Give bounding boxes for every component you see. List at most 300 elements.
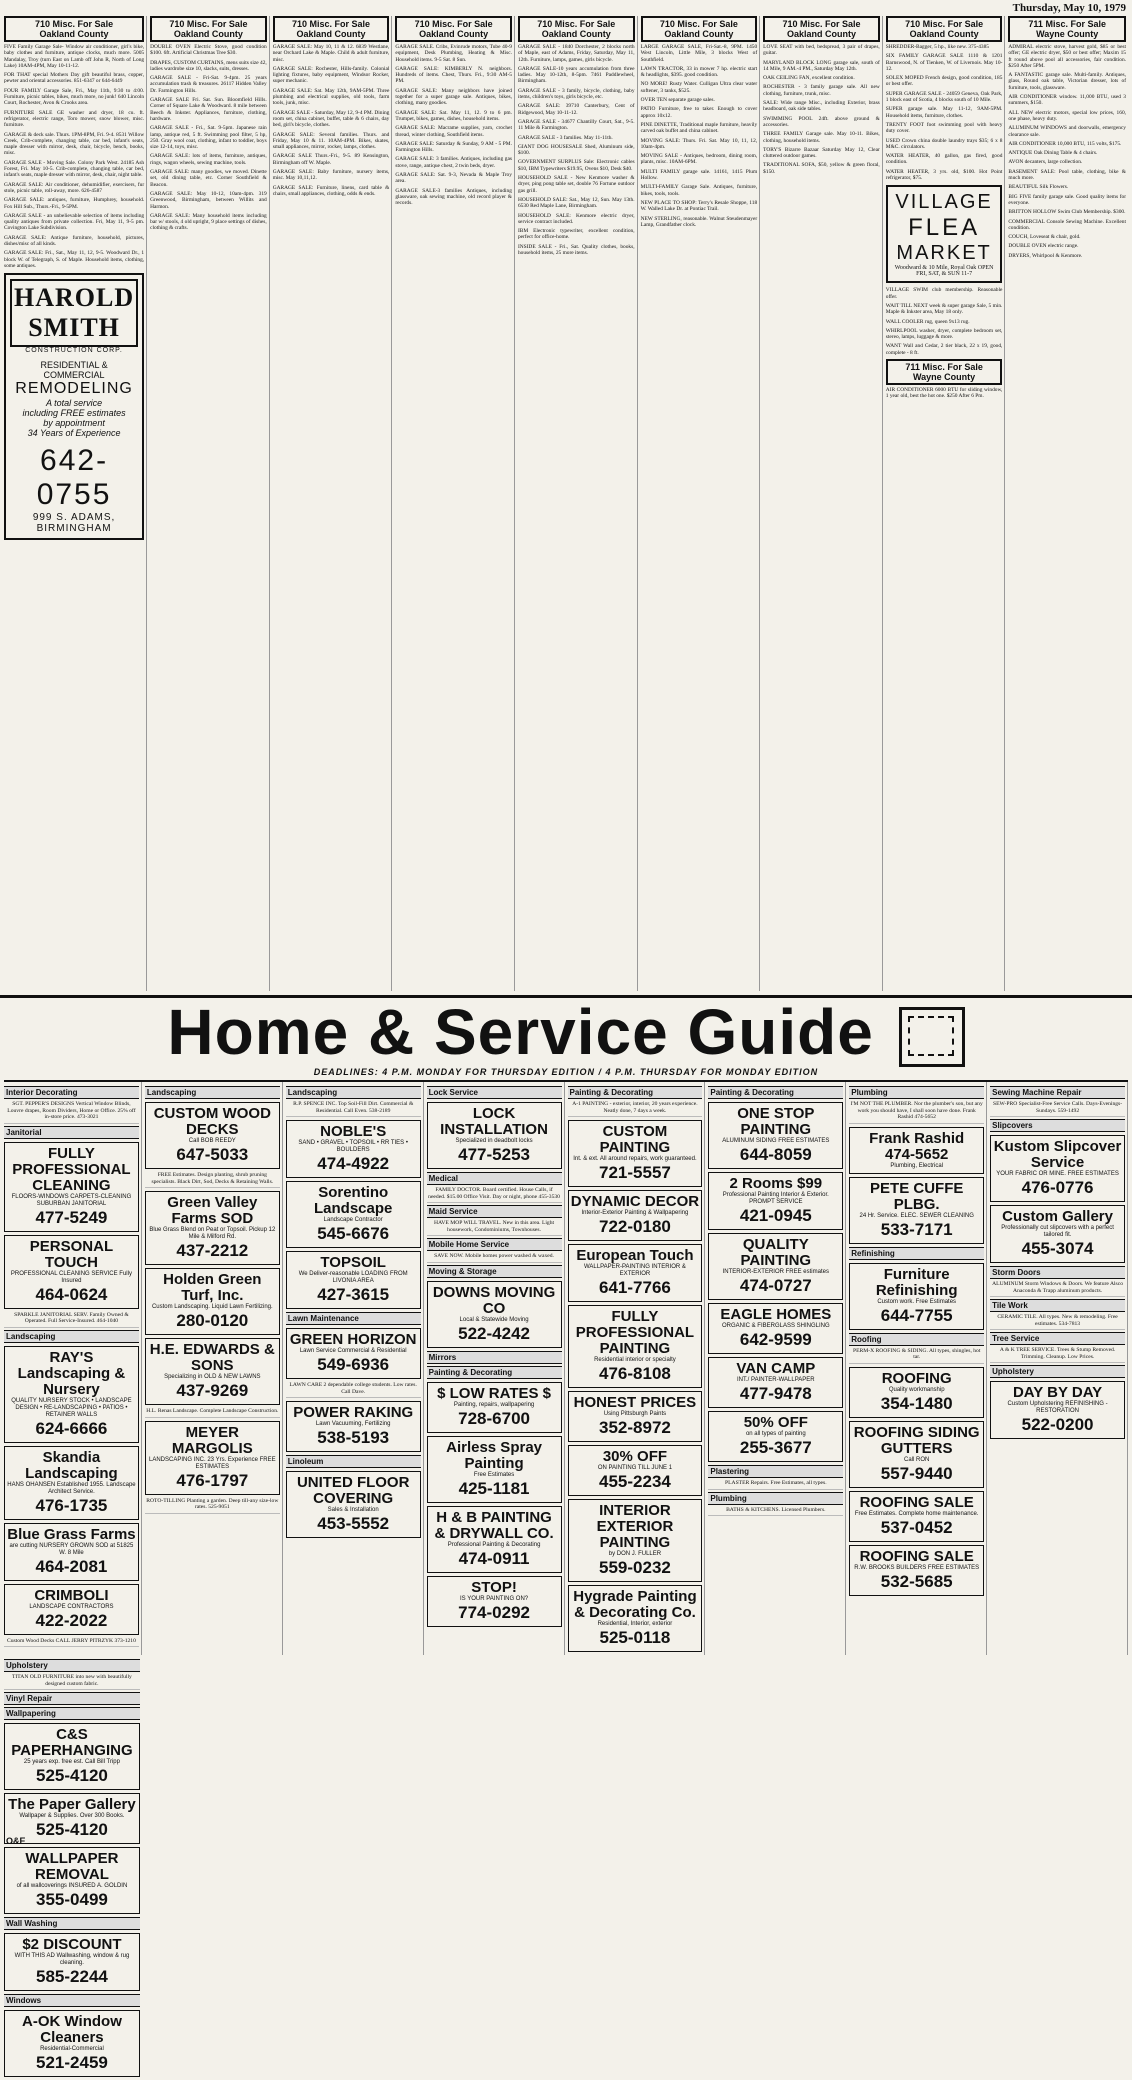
display-ad-title: ONE STOP PAINTING [737,1105,815,1138]
display-ad [4,1847,140,1914]
guide-column [4,1082,142,1655]
display-ad-phone: 538-5193 [317,1428,390,1447]
display-ad-phone: 453-5552 [317,1514,390,1533]
classified-ad: AVON decanters, large collection. [1008,159,1083,166]
display-ad-title: FULLY PROFESSIONAL CLEANING [12,1144,131,1194]
classified-ad: GARAGE SALE: KIMBERLY N. neighbors. Hundreds of items. Chest, Thurs. Fri., 9:30 AM-5 PM. [395,65,512,85]
display-ad-title: Green Valley Farms SOD [167,1194,258,1227]
display-ad-phone: 427-3615 [317,1285,390,1304]
classified-ad: GARAGE SALE: 3 families. Antiques, including gas stove, range, antique chest, 2 twin beds, dryer. [395,156,512,169]
classified-ad: GARAGE SALE - 3 families. May 11-11th. [517,134,613,141]
classified-column [886,16,1006,991]
display-ad-phone: 355-0499 [36,1890,108,1909]
classified-ad: GARAGE SALE: Macrame supplies, yarn, crochet thread, winter clothing, Southfield items. [395,125,512,138]
category-heading: Janitorial [4,1126,139,1139]
service-ad: BATHS & KITCHENS. Licensed Plumbers. [708,1507,843,1517]
column-heading: 710 Misc. For Sale Oakland County [763,16,880,42]
service-ad: SGT. PEPPER'S DESIGNS Vertical Window Blinds, Louvre drapes, Room Dividers, Home or Office. 25% off in-store price. 473-3021 [4,1101,139,1124]
display-ad-title: RAY'S Landscaping & Nursery [17,1348,126,1398]
display-ad-title: PERSONAL TOUCH [29,1237,114,1271]
harold-smith-address: 999 S. ADAMS, BIRMINGHAM [32,512,116,535]
classified-ad: GARAGE SALE: Antique furniture, household, pictures, dishes/misc of all kinds. [4,234,145,248]
classified-ad: AIR CONDITIONER 10,000 BTU, 115 volts, $175. [1008,140,1122,147]
harold-smith-line: including FREE estimates [22,408,126,419]
classified-section [4,16,1128,991]
display-ad [4,1933,140,1991]
display-ad-title: ROOFING SALE [859,1493,974,1511]
display-ad-phone: 476-1735 [35,1495,108,1515]
display-ad-phone: 354-1480 [880,1393,953,1413]
classified-ad: GARAGE SALE: May 10, 11 & 12. 6839 Westlane, near Orchard Lake & Maple. Child & adult furniture, misc. [272,44,390,63]
classified-ad: GARAGE SALE - 1840 Dorchester, 2 blocks north of Maple, east of Adams, Friday, Saturday, May 11, 12th. Furniture, lamps, games, girls bicycle. [517,44,635,63]
harold-smith-line: RESIDENTIAL & COMMERCIAL [40,360,108,381]
classified-ad: BIG FIVE family garage sale. Good quality items for everyone. [1008,193,1126,206]
display-ad [286,1120,421,1178]
tools-icon [899,1007,965,1067]
classified-ad: FIVE Family Garage Sale- Window air conditioner, girl's bike, baby clothes and furniture, antique clocks, much more. 5005 Mandalay, Troy (turn East on Lamb off John R, North of Long Lake) 10AM-4PM, May 10-11-12. [4,44,145,69]
category-heading: Lawn Maintenance [286,1312,421,1325]
display-ad-title: ROOFING SIDING GUTTERS [853,1423,980,1457]
display-ad-phone: 722-0180 [599,1217,671,1236]
harold-smith-phone: 642-0755 [36,444,112,512]
classified-ad: HOUSEHOLD SALE - New Kenmore washer & dryer, ping pong table set, double 76 Fortune outdoor gas grill. [517,175,635,194]
display-ad-phone: 476-1797 [176,1470,249,1490]
guide-column [708,1082,846,1655]
display-ad-text: R.W. BROOKS BUILDERS FREE ESTIMATES [854,1564,980,1571]
display-ad-text: Wallpaper & Supplies. Over 300 Books. [19,1813,125,1819]
display-ad-phone: 455-3074 [1021,1239,1094,1258]
classified-ad: GARAGE SALE - an unbelievable selection of items including quality antiques from private collection. Fri, May 11, 9-5 pm. Covington Lake Subdivision. [4,212,145,232]
display-ad-title: STOP! [471,1578,517,1596]
flea-market-address: Woodward & 10 Mile, Royal Oak OPEN FRI, SAT, & SUN 11-7 [894,265,994,278]
display-ad [286,1328,421,1379]
display-ad-text: 24 Hr. Service. ELEC. SEWER CLEANING [859,1212,974,1219]
display-ad [427,1576,562,1627]
classified-ad: GIANT DOG HOUSESALE Shed, Aluminum side, $100. [517,143,635,157]
display-ad-text: Quality workmanship [888,1386,945,1393]
display-ad [568,1190,703,1241]
display-ad-text: SAND • GRAVEL • TOPSOIL • RR TIES • BOULDERS [298,1140,408,1153]
display-ad-title: 30% OFF [602,1448,668,1465]
classified-ad: GARAGE SALE: Sat. May 11, 12. 9 to 6 pm. Trumpet, bikes, games, dishes, household items. [395,109,512,122]
banner-deadline: DEADLINES: 4 P.M. MONDAY FOR THURSDAY EDITION / 4 P.M. THURSDAY FOR MONDAY EDITION [313,1067,819,1078]
display-ad-phone: 437-2212 [176,1241,249,1260]
display-ad-title: $ LOW RATES $ [437,1384,552,1402]
flea-market-line: MARKET [896,242,992,265]
display-ad-phone: 647-5033 [176,1145,249,1164]
harold-smith-headline: REMODELING [15,380,133,398]
classified-ad: VILLAGE SWIM club membership. Reasonable offer. [885,287,1003,300]
display-ad-title: H & B PAINTING & DRYWALL CO. [434,1508,554,1542]
service-ad: HAVE MOP WILL TRAVEL. New in this area. Light housework, Condominiums, Townhouses. [427,1220,562,1236]
masthead [0,0,1132,14]
display-ad-phone: 559-0232 [599,1558,671,1577]
display-ad [568,1585,703,1652]
display-ad-text: Custom Upholstering REFINISHING - RESTORATION [1007,1401,1108,1414]
display-ad-title: DAY BY DAY [1012,1384,1103,1401]
classified-ad: BASEMENT SALE: Pool table, clothing, bike & much more. [1008,168,1126,182]
classified-ad: A FANTASTIC garage sale. Multi-family. Antiques, glass, Round oak table, Victorian dresser, lots of furniture, tools, glassware. [1008,72,1126,91]
display-ad-phone: 255-3677 [739,1438,812,1457]
column-heading: 710 Misc. For Sale Oakland County [150,16,267,42]
classified-ad: GARAGE SALE: Many neighbors have joined together for a super garage sale. Antiques, bikes, clothing, many goodies. [395,87,512,107]
display-ad-phone: 477-5249 [35,1207,108,1227]
display-ad-text: Local & Statewide Moving [459,1316,529,1323]
guide-column [286,1082,424,1655]
display-ad-phone: 522-0200 [1021,1415,1094,1434]
display-ad [427,1102,562,1169]
classified-ad: ANTIQUE Oak Dining Table & 4 chairs. [1008,150,1098,157]
classified-ad: THREE FAMILY Garage sale. May 10-11. Bikes, clothing, household items. [763,131,880,144]
display-ad-title: Blue Grass Farms [7,1525,136,1543]
display-ad-title: CUSTOM PAINTING [599,1123,671,1156]
display-ad-title: VAN CAMP [736,1360,816,1377]
service-ad: I'M NOT THE PLUMBER. Nor the plumber's son, but any work you should have, I shall soon have done. Frank Rashid 474-5652 [849,1101,984,1124]
display-ad-title: PETE CUFFE PLBG. [870,1179,964,1213]
display-ad-title: INTERIOR EXTERIOR PAINTING [596,1502,674,1551]
display-ad-text: Professional Painting & Decorating [447,1541,541,1548]
display-ad-text: LANDSCAPE CONTRACTORS [29,1603,114,1610]
service-ad: LAWN CARE 2 dependable college students. Low rates. Call Dave. [286,1382,421,1398]
display-ad-phone: 532-5685 [880,1571,953,1591]
service-ad: SEW-PRO Specialist-Free Service Calls. Days-Evenings-Sundays. 559-1492 [990,1101,1125,1117]
category-heading: Maid Service [427,1205,562,1218]
classified-ad: SUPER garage sale. May 11-12, 9AM-5PM. Household items, furniture, clothes. [885,106,1003,119]
classified-ad: SUPER GARAGE SALE - 24059 Geneva, Oak Park, 1 block east of Scotia, 4 blocks south of 10 Mile. [885,90,1003,104]
classified-ad: SOLEX MOPED French design, good condition, 185 or best offer. [885,75,1003,88]
classified-ad: WANT Wall and Cedar, 2 tier black, 22 x 19, good, complete - 8 ft. [885,343,1003,356]
classified-ad: AIR CONDITIONER window. 11,000 BTU, used 3 summers, $150. [1008,94,1126,107]
classified-ad: BRITTON HOLLOW Swim Club Membership. $300. [1008,209,1126,216]
display-ad-phone: 557-9440 [880,1463,953,1483]
classified-ad: GARAGE SALE: many goodies, we moved. Dinette set, old dining table, etc. Corner Southfield & Beacon. [150,169,267,188]
classified-column [273,16,393,991]
display-ad [427,1506,562,1573]
classified-ad: LOVE SEAT with bed, bedspread, 3 pair of drapes, guitar. [763,44,880,57]
display-ad-phone: 425-1181 [458,1478,530,1498]
classified-ad: SALE: Wide range Misc., including Exterior, brass headboard, oak side tables. [763,100,880,113]
classified-ad: GARAGE SALE - Moving Sale. Colony Park West. 24185 Ash Forest, Fri. May 10-5. Crib-complete, changing table, car bed, infant's seats, maple dresser with mirror, desk, chair, night table. [4,159,145,179]
display-ad-title: FULLY PROFESSIONAL PAINTING [575,1308,695,1357]
display-ad-text: Plumbing, Electrical [890,1162,944,1169]
classified-column [763,16,883,991]
display-ad [708,1102,843,1169]
display-ad-text: LANDSCAPING INC. 23 Yrs. Experience FREE ESTIMATES [149,1456,276,1470]
display-ad-phone: 521-2459 [36,2053,108,2072]
display-ad-text: Sales & Installation [327,1507,379,1513]
classified-ad: NO MORE! Rusty Water. Culligan Ultra clear water softener, 3 tanks, $525. [640,81,758,94]
display-ad-phone: 474-0727 [739,1276,812,1295]
display-ad-phone: 641-7766 [599,1278,671,1297]
display-ad-text: We Deliver-reasonable LOADING FROM LIVONIA AREA [298,1271,408,1284]
display-ad [427,1281,562,1348]
display-ad-phone: 474-4922 [317,1154,390,1173]
classified-column [1008,16,1128,991]
column-heading: 710 Misc. For Sale Oakland County [4,16,144,42]
display-ad [286,1251,421,1309]
category-heading: Slipcovers [990,1119,1125,1132]
category-heading: Moving & Storage [427,1265,562,1278]
display-ad-title: POWER RAKING [293,1404,414,1421]
display-ad [145,1338,280,1405]
display-ad-phone: 352-8972 [599,1418,671,1437]
category-heading: Plumbing [708,1492,843,1505]
display-ad-text: Residential, Interior, exterior [597,1621,673,1627]
category-heading: Linoleum [286,1455,421,1468]
display-ad-title: CRIMBOLI [34,1586,109,1604]
display-ad-phone: 525-0118 [599,1628,671,1647]
display-ad [568,1244,703,1302]
classified-ad: TORY'S Bizarre Bazaar Saturday May 12, Clear cluttered outdoor games. [763,146,880,160]
display-ad-title: Airless Spray Painting [446,1438,542,1472]
display-ad [849,1545,984,1596]
classified-ad: SHREDDER-Bagger, 5 hp., like new. 375-4385 [885,44,989,50]
classified-ad: COUCH, Loveseat & chair, gold. [1008,234,1081,241]
banner-title-text: Home & Service Guide [167,996,874,1068]
display-ad-title: CUSTOM WOOD DECKS [153,1105,271,1138]
column-heading: 710 Misc. For Sale Oakland County [641,16,758,42]
category-heading: Tree Service [990,1332,1125,1345]
display-ad-title: ROOFING [881,1369,952,1387]
harold-smith-ad [4,273,144,540]
display-ad [990,1381,1125,1439]
category-heading: Landscaping [4,1330,139,1343]
classified-ad: COMMERCIAL Console Sewing Machine. Excellent condition. [1008,218,1126,231]
classified-ad: GARAGE SALE - Saturday, May 12, 9-4 PM. Dining room set, china cabinet, buffet, table & 6 chairs, day bed, girl's bicycle, clothes. [272,109,390,129]
display-ad-phone: 525-4120 [36,1766,108,1785]
display-ad-phone: 585-2244 [36,1967,108,1986]
display-ad-phone: 545-6676 [317,1224,390,1243]
classified-ad: WHIRLPOOL washer, dryer, complete bedroom set, stereo, lamps, luggage & more. [885,327,1003,341]
classified-ad: LARGE GARAGE SALE, Fri-Sat.-8, 9PM. 1450 West Lincoln, Little Mile, 3 blocks West of Southfield. [640,44,758,63]
classified-ad: SWIMMING POOL 24ft. above ground & accessories. [763,115,880,128]
display-ad-text: Professionally cut slipcovers with a perfect tailored fit. [1001,1225,1114,1238]
classified-ad: NEW STERLING, reasonable. Walnut Steudenmayer Lamp, Grandfather clock. [640,215,758,228]
category-heading: Lock Service [427,1086,562,1099]
category-heading: Upholstery [990,1365,1125,1378]
display-ad-phone: 624-6666 [35,1418,108,1438]
display-ad-text: Lawn Service Commercial & Residential [299,1348,407,1354]
flea-market-headline: FLEA [908,214,981,242]
display-ad-title: WALLPAPER REMOVAL [25,1850,119,1883]
classified-ad: INSIDE SALE - Fri., Sat. Quality clothes, books, household items, 25 more items. [517,243,635,257]
harold-smith-line: A total service [45,398,103,409]
display-ad-title: Kustom Slipcover Service [993,1138,1122,1171]
display-ad-title: 50% OFF [743,1414,808,1431]
display-ad [145,1421,280,1495]
category-heading: Medical [427,1172,562,1185]
display-ad-text: ON PAINTING TILL JUNE 1 [597,1465,673,1471]
column-heading: 710 Misc. For Sale Oakland County [518,16,635,42]
display-ad-text: INTERIOR-EXTERIOR FREE estimates [722,1269,829,1275]
guide-column [568,1082,706,1655]
display-ad [708,1172,843,1230]
display-ad [286,1471,421,1538]
display-ad-text: HANS OHANSEN Established 1955. Landscape Architect Service. [7,1481,136,1495]
classified-ad: TRENTY FOOT foot swimming pool with heavy duty cover. [885,121,1003,135]
display-ad-phone: 421-0945 [739,1206,812,1225]
display-ad-text: by DON J. FULLER [608,1551,662,1557]
display-ad-title: MEYER MARGOLIS [171,1423,253,1457]
service-ad: ROTO-TILLING Planting a garden. Deep till-any size-low rates. 525-9051 [145,1498,280,1514]
display-ad-phone: 464-0624 [35,1284,108,1304]
category-heading: Tile Work [990,1299,1125,1312]
classified-ad: GARAGE SALE: Saturday & Sunday, 9 AM - 5 PM. Farmington Hills. [395,140,512,154]
display-ad [849,1421,984,1488]
display-ad-title: The Paper Gallery [8,1796,136,1813]
classified-column [4,16,147,991]
classified-ad: ALUMINUM WINDOWS and doorwalls, emergency clearance sale. [1008,125,1126,138]
display-ad [427,1436,562,1503]
display-ad [286,1401,421,1452]
classified-ad: GARAGE SALE Fri. Sat. Sun. Bloomfield Hills. Corner of Square Lake & Woodward. 8 mile between Beech & Inkster. Appliances, furniture, clothing, hardware. [150,97,267,122]
display-ad-phone: 537-0452 [880,1517,953,1537]
classified-ad: FOUR FAMILY Garage Sale, Fri., May 11th, 9:30 to 4:00. Furniture, picnic tables, bikes, much more, no junk! 640 Lincoln Court, Rochester, Avon & Crooks area. [4,87,145,107]
classified-ad: HOUSEHOLD SALE: Sat., May 12, Sun. May 13th. 6530 Red Maple Lane, Birmingham. [517,196,635,210]
display-ad-text: Painting, repairs, wallpapering [453,1401,535,1408]
display-ad-phone: 522-4242 [458,1323,530,1343]
service-ad: A & K TREE SERVICE. Trees & Stump Removed. Trimming. Cleanup. Low Prices. [990,1347,1125,1363]
display-ad [568,1499,703,1582]
service-ad: ALUMINUM Storm Windows & Doors. We feature Alsco Anaconda & Trapp aluminum products. [990,1281,1125,1297]
display-ad-text: Professional Painting Interior & Exterior. PROMPT SERVICE [722,1192,829,1205]
classified-ad: MARYLAND BLOCK LONG garage sale, south of 14 Mile, 9 AM.-4 PM., Saturday May 12th. [763,59,880,72]
classified-ad: DRYERS, Whirlpool & Kenmore. [1008,252,1083,259]
classified-ad: GARAGE SALE: Baby furniture, nursery items, misc. May 10,11,12. [272,169,390,182]
display-ad-title: European Touch [576,1247,694,1264]
service-ad: CERAMIC TILE. All types. New & remodeling. Free estimates. 534-7813 [990,1314,1125,1330]
display-ad-title: A-OK Window Cleaners [22,2013,122,2046]
harold-smith-logo: HAROLD SMITH [10,279,138,347]
category-heading: Wallpapering [4,1707,140,1720]
harold-smith-subtitle: CONSTRUCTION CORP. [25,347,123,355]
banner-title [0,998,1132,1067]
display-ad-phone: 642-9599 [739,1330,812,1349]
classified-ad: DRAPES, CUSTOM CURTAINS, mens suits size 42, ladies wardrobe size 10, slacks, suits, dresses. [150,59,267,72]
guide-column [849,1082,987,1655]
column-heading: 710 Misc. For Sale Oakland County [273,16,390,42]
display-ad-title: Furniture Refinishing [875,1265,958,1299]
classified-ad: WATER HEATER, 3 yrs. old, $100. Hot Point refrigerator, $75. [885,168,1003,182]
category-heading: Mobile Home Service [427,1238,562,1251]
display-ad [4,2010,140,2077]
display-ad-title: QUALITY PAINTING [740,1236,812,1269]
category-heading: Painting & Decorating [427,1366,562,1379]
display-ad-text: Custom Landscaping. Liquid Lawn Fertilizing. [151,1304,273,1310]
display-ad-title: H.E. EDWARDS & SONS [149,1341,275,1374]
service-ad: H.L. Renas Landscape. Complete Landscape Construction. [145,1408,280,1418]
display-ad-title: DYNAMIC DECOR [570,1193,700,1210]
display-ad-text: Landscape Contractor [323,1217,383,1223]
classified-ad: ROCHESTER - 3 family garage sale. All new clothing, furniture, trunk, misc. [763,84,880,97]
classified-ad: GARAGE SALE: 39710 Canterbury, Cent of Ridgewood, May 10-11-12. [517,103,635,116]
guide-column [427,1082,565,1655]
classified-ad: ADMIRAL electric stove, harvest gold, $85 or best offer; GE electric dryer, $50 or best offer; Maxim 15 ft round above pool all accessories, fair condition. $250 After 5PM. [1008,44,1126,69]
column-heading: 710 Misc. For Sale Oakland County [395,16,512,42]
display-ad-text: INT./ PAINTER-WALLPAPER [737,1377,815,1383]
flea-market-line: VILLAGE [895,191,993,214]
classified-ad: GARAGE SALE - Fri., Sat. 9-5pm. Japanese rain lamp, antique red, 5 ft. Swimming pool filter, 5 hp, 250. Gray wool coat, clothing, infant to toddler, boys size 12-14, toys, misc. [150,125,267,151]
display-ad-text: on all types of painting [745,1431,806,1437]
display-ad-phone: 644-8059 [739,1145,812,1164]
display-ad [286,1181,421,1248]
classified-ad: GARAGE SALE: May 10-12, 10am-4pm. 319 Greenwood, Birmingham, between Willits and Harmon. [150,190,267,210]
display-ad-title: GREEN HORIZON [289,1331,417,1348]
classified-ad: GARAGE SALE - Fri-Sat. 9-4pm. 25 years accumulation trash & treasures. 26117 Hidden Valley Dr. Farmington Hills. [150,75,267,94]
display-ad-title: Skandia Landscaping [25,1448,118,1482]
display-ad-text: YOUR FABRIC OR MINE. FREE ESTIMATES [996,1171,1119,1177]
category-heading: Interior Decorating [4,1086,139,1099]
display-ad-title: TOPSOIL [320,1254,386,1271]
display-ad [4,1346,139,1443]
service-ad: TITAN OLD FURNITURE into new with beautifully designed custom fabric. [4,1674,140,1690]
classified-ad: LAWN TRACTOR, 33 in mower 7 hp. electric start & headlights, $395. good condition. [640,65,758,79]
display-ad-title: EAGLE HOMES [720,1306,832,1323]
display-ad [990,1135,1125,1202]
classified-ad: IBM Electronic typewriter, excellent condition, perfect for office-home. [517,228,635,241]
display-ad-text: Residential interior or specialty [594,1357,676,1363]
classified-ad: DOUBLE OVEN Electric Stove, good condition $100. 6ft. Artificial Christmas Tree $30. [150,44,267,57]
classified-ad: BEAUTIFUL Silk Flowers. [1008,184,1069,191]
classified-column [395,16,515,991]
category-heading: Vinyl Repair [4,1692,140,1705]
display-ad [849,1127,984,1174]
category-heading: Upholstery [4,1659,140,1672]
category-heading: Windows [4,1994,140,2007]
category-heading: Plumbing [849,1086,984,1099]
guide-column [4,1655,142,2080]
category-heading: Wall Washing [4,1917,140,1930]
classified-ad: GARAGE SALE: Sat. May 12th, 9AM-5PM. Three plumbing and electrical supplies, old tools, farm tools, junk, misc. [272,87,390,107]
display-ad-text: IS YOUR PAINTING ON? [460,1595,529,1602]
classified-ad: GARAGE SALE. Cribs, Evinrude motors, Tube 40-9 equipment, Desk Plumbing, Heating & Misc. Household items. 9-5 Sat. 8 Sun. [395,44,512,63]
display-ad-text: of all wallcoverings INSURED A. GOLDIN [16,1883,128,1889]
display-ad [568,1445,703,1496]
display-ad [708,1233,843,1300]
classified-ad: GARAGE SALE - 3 family, bicycle, clothing, baby items, children's toys, girls bicycle, etc. [517,87,635,101]
display-ad [849,1491,984,1542]
display-ad-phone: 437-9269 [176,1381,249,1400]
classified-column [150,16,270,991]
display-ad-phone: 474-0911 [458,1548,530,1568]
classified-ad: GARAGE SALE: Many household items including bar w/ stools, 4 old upright, 9 place settings of dishes, clothing & crafts. [150,212,267,232]
page-date: Thursday, May 10, 1979 [1012,2,1126,14]
category-heading: Landscaping [145,1086,280,1099]
column-heading: 710 Misc. For Sale Oakland County [886,16,1003,42]
category-heading: Painting & Decorating [568,1086,703,1099]
display-ad [568,1120,703,1187]
category-heading: Refinishing [849,1247,984,1260]
classified-ad: MULTI FAMILY garage sale. 14161, 1415 Plum Hollow. [640,168,758,182]
classified-ad: GARAGE SALE-3 families Antiques, including glassware, oak sewing machine, old record player & records. [395,187,512,207]
display-ad [568,1305,703,1388]
classified-ad: FOR THAT special Mothers Day gift beautiful brass, copper, pewter and oriental accessories. 851-6347 or 644-6449 [4,72,145,85]
display-ad-phone: 533-7171 [880,1219,953,1239]
display-ad [849,1263,984,1330]
display-ad-title: C&S PAPERHANGING [11,1726,133,1759]
display-ad-text: Lawn Vacuuming, Fertilizing [315,1421,391,1427]
display-ad-text: are cutting NURSERY GROWN SOD at 51825 W. 8 Mile [9,1542,134,1556]
display-ad [568,1391,703,1442]
display-ad [4,1723,140,1790]
classified-ad: GARAGE SALE: Air conditioner, dehumidifier, exercisers, fur stole, picnic table, roll-away, more. 626-4587 [4,181,145,194]
display-ad-phone: 422-2022 [35,1610,108,1630]
display-ad-text: WITH THIS AD Wallwashing, window & rug cleaning. [14,1953,130,1966]
display-ad-phone: 477-5253 [458,1145,530,1164]
display-ad-title: LOCK INSTALLATION [440,1105,548,1138]
service-ad: PLASTER Repairs. Free Estimates, all types. [708,1480,843,1490]
classified-ad: GARAGE SALE: lots of items, furniture, antiques, rings, wagon wheels, sewing machine, tools. [150,153,267,166]
